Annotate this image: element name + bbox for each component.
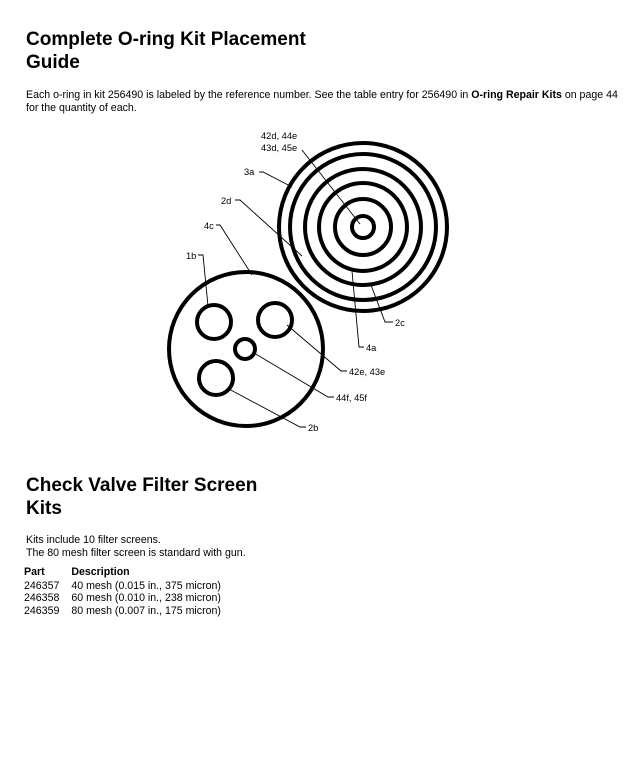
header-description: Description <box>71 566 130 578</box>
oring-42d-44e <box>352 216 374 238</box>
callout-3a: 3a <box>244 167 255 177</box>
cell-description: 80 mesh (0.007 in., 175 micron) <box>71 604 221 617</box>
section-title-line-2: Kits <box>26 498 62 519</box>
callout-4a: 4a <box>366 343 377 353</box>
filter-parts-table <box>24 566 233 617</box>
section-title-line-1: Complete O-ring Kit Placement <box>26 29 306 50</box>
leader-1b <box>198 255 208 306</box>
section-title-filter-kits <box>26 474 346 520</box>
kit-note-2: The 80 mesh filter screen is standard with gun. <box>26 547 246 559</box>
cell-description: 60 mesh (0.010 in., 238 micron) <box>71 592 221 604</box>
callout-2c: 2c <box>395 318 405 328</box>
header-part: Part <box>24 566 45 578</box>
intro-text-2: on page 44 for the quantity of each. <box>26 89 618 114</box>
leader-3a <box>259 172 292 187</box>
oring-2c <box>305 169 421 285</box>
oring-42e-43e <box>335 199 391 255</box>
kit-note-1: Kits include 10 filter screens. <box>26 534 161 546</box>
section-title-line-1: Check Valve Filter Screen <box>26 475 258 496</box>
oring-1b <box>197 305 231 339</box>
oring-small-upper-right <box>258 303 292 337</box>
table-header-row <box>24 566 233 580</box>
callout-43d-45e: 43d, 45e <box>261 143 298 153</box>
leader-4c <box>216 225 252 275</box>
callout-1b: 1b <box>186 251 197 261</box>
oring-4a <box>319 183 407 271</box>
cell-part: 246357 <box>24 579 60 592</box>
leader-2c <box>371 285 393 322</box>
kit-notes <box>26 534 246 560</box>
oring-4c <box>169 272 323 426</box>
callout-2b: 2b <box>308 423 319 433</box>
callout-42d-44e: 42d, 44e <box>261 131 298 141</box>
callout-2d: 2d <box>221 196 232 206</box>
table-row <box>24 580 233 593</box>
cell-part: 246359 <box>24 604 60 617</box>
callout-42e-43e: 42e, 43e <box>349 367 386 377</box>
intro-paragraph <box>26 89 626 115</box>
section-title-line-2: Guide <box>26 52 80 73</box>
leader-42e-43e <box>287 325 347 371</box>
intro-text-1: Each o-ring in kit 256490 is labeled by the reference number. See the table entry for 256490 in <box>26 89 472 101</box>
callout-4c: 4c <box>204 221 214 231</box>
oring-placement-diagram <box>0 125 643 445</box>
table-row <box>24 592 233 605</box>
cell-description: 40 mesh (0.015 in., 375 micron) <box>71 579 221 592</box>
intro-bold-link-text: O-ring Repair Kits <box>471 89 562 101</box>
oring-2d <box>290 154 436 300</box>
section-title-oring-guide <box>26 28 346 74</box>
callout-44f-45f: 44f, 45f <box>336 393 368 403</box>
cell-part: 246358 <box>24 592 60 604</box>
oring-44f-45f <box>235 339 255 359</box>
table-row <box>24 605 233 618</box>
oring-2b <box>199 361 233 395</box>
